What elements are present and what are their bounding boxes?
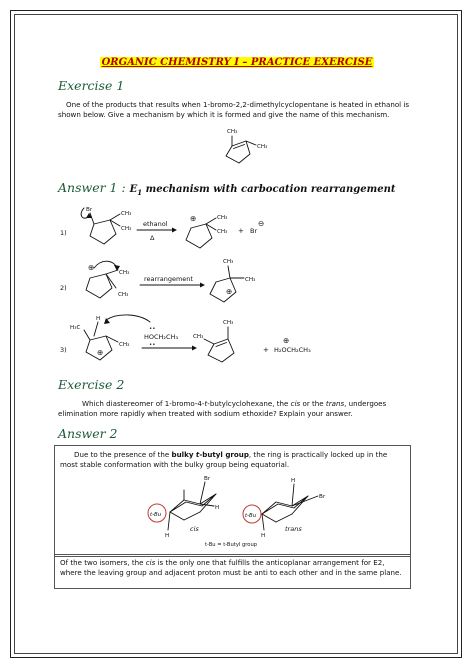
step-2-charge: ⊕ — [88, 263, 95, 272]
step-3-reagent: HOCH₂CH₃ — [144, 333, 179, 341]
step-3-h-label: H — [96, 316, 101, 322]
cis-h-label-bottom: H — [165, 533, 170, 539]
page-title: ORGANIC CHEMISTRY I – PRACTICE EXERCISE — [101, 57, 373, 68]
step-1-bromide-charge: ⊖ — [258, 219, 265, 228]
trans-chair-structure — [262, 484, 318, 530]
step-3-plus: + — [263, 346, 269, 354]
step-1-methyl-a: CH₃ — [121, 211, 132, 217]
step-3-charge: ⊕ — [97, 348, 104, 357]
step-1-carbocation-charge: ⊕ — [190, 214, 197, 223]
step-3-lone-pair-bottom: •• — [149, 342, 156, 348]
exercise-1-question: One of the products that results when 1-bromo-2,2-dimethylcyclopentane is heated in ethanol is shown below. Give a mechanism by which it is formed and give the name of this mechanism. — [58, 100, 410, 119]
cis-h-label-right: H — [215, 505, 220, 511]
step-3-methyl-label: CH₃ — [119, 342, 130, 348]
trans-h-label-top: H — [291, 478, 296, 484]
step-1-reagent-heat: Δ — [150, 234, 155, 242]
answer-2-paragraph-2: Of the two isomers, the cis is the only one that fulfills the anticoplanar arrangement for E2, where the leaving group and adjacent proton must be anti to each other and in the same plane. — [60, 558, 402, 577]
step-1-methyl-b: CH₃ — [121, 226, 132, 232]
cis-chair-structure — [168, 482, 216, 530]
step-2-product-methyl-b: CH₃ — [245, 277, 256, 283]
exercise-2-question: Which diastereomer of 1-bromo-4-t-butylcyclohexane, the cis or the trans, undergoes elimination more rapidly when treated with sodium ethoxide? Explain your answer. — [58, 399, 387, 418]
step-1-product-methyl-a: CH₃ — [217, 215, 228, 221]
step-2-methyl-a: CH₃ — [119, 270, 130, 276]
step-1-plus: + — [238, 227, 244, 235]
step-1-reagent-ethanol: ethanol — [143, 220, 168, 228]
cis-label: cis — [190, 525, 199, 533]
answer-1-subtitle: $E_1$ mechanism with carbocation rearrangement — [129, 184, 396, 197]
trans-label: trans — [285, 525, 302, 533]
step-1-br-label: Br — [86, 207, 93, 213]
step-2-reagent: rearrangement — [144, 275, 193, 283]
step-2-methyl-b: CH₃ — [118, 292, 129, 298]
step-3-product — [204, 327, 234, 362]
step-2-product-methyl-a: CH₃ — [223, 259, 234, 265]
trans-br-label: Br — [319, 494, 326, 500]
step-2-product — [210, 266, 244, 302]
cis-br-label: Br — [204, 476, 211, 482]
trans-tbu-label: t-Bu — [245, 513, 257, 519]
ex1-methyl-label-right: CH₃ — [257, 144, 268, 150]
step-1-reactant — [81, 208, 120, 244]
step-3-number: 3) — [60, 346, 67, 354]
exercise-2-heading: Exercise 2 — [58, 377, 125, 392]
trans-h-label-bottom: H — [261, 533, 266, 539]
step-2-number: 2) — [60, 284, 67, 292]
figure-caption: t-Bu = t-Butyl group — [205, 542, 258, 548]
step-3-oxonium: H₂OCH₂CH₃ — [274, 346, 311, 354]
step-1-product-methyl-b: CH₃ — [217, 229, 228, 235]
step-3-product-methyl-a: CH₃ — [223, 320, 234, 326]
exercise-1-heading: Exercise 1 — [58, 78, 125, 93]
step-3-carbocation — [84, 315, 150, 360]
step-3-product-methyl-b: CH₃ — [193, 334, 204, 340]
step-1-bromide: Br — [250, 227, 258, 235]
exercise-1-product-structure — [226, 136, 256, 163]
step-3-oxonium-charge: ⊕ — [283, 336, 290, 345]
cis-tbu-label: t-Bu — [150, 512, 162, 518]
answer-2-paragraph-1: Due to the presence of the bulky t-butyl group, the ring is practically locked up in the most stable conformation with the bulky group being equatorial. — [60, 450, 388, 469]
step-3-lone-pair-top: •• — [149, 326, 156, 332]
answer-1-heading: Answer 1 : $E_1$ mechanism with carbocation rearrangement — [58, 180, 396, 197]
step-2-product-charge: ⊕ — [226, 287, 233, 296]
answer-2-heading: Answer 2 — [58, 426, 118, 441]
step-3-h3c-label: H₃C — [70, 325, 81, 331]
ex1-methyl-label-top: CH₃ — [227, 129, 238, 135]
step-1-number: 1) — [60, 229, 67, 237]
